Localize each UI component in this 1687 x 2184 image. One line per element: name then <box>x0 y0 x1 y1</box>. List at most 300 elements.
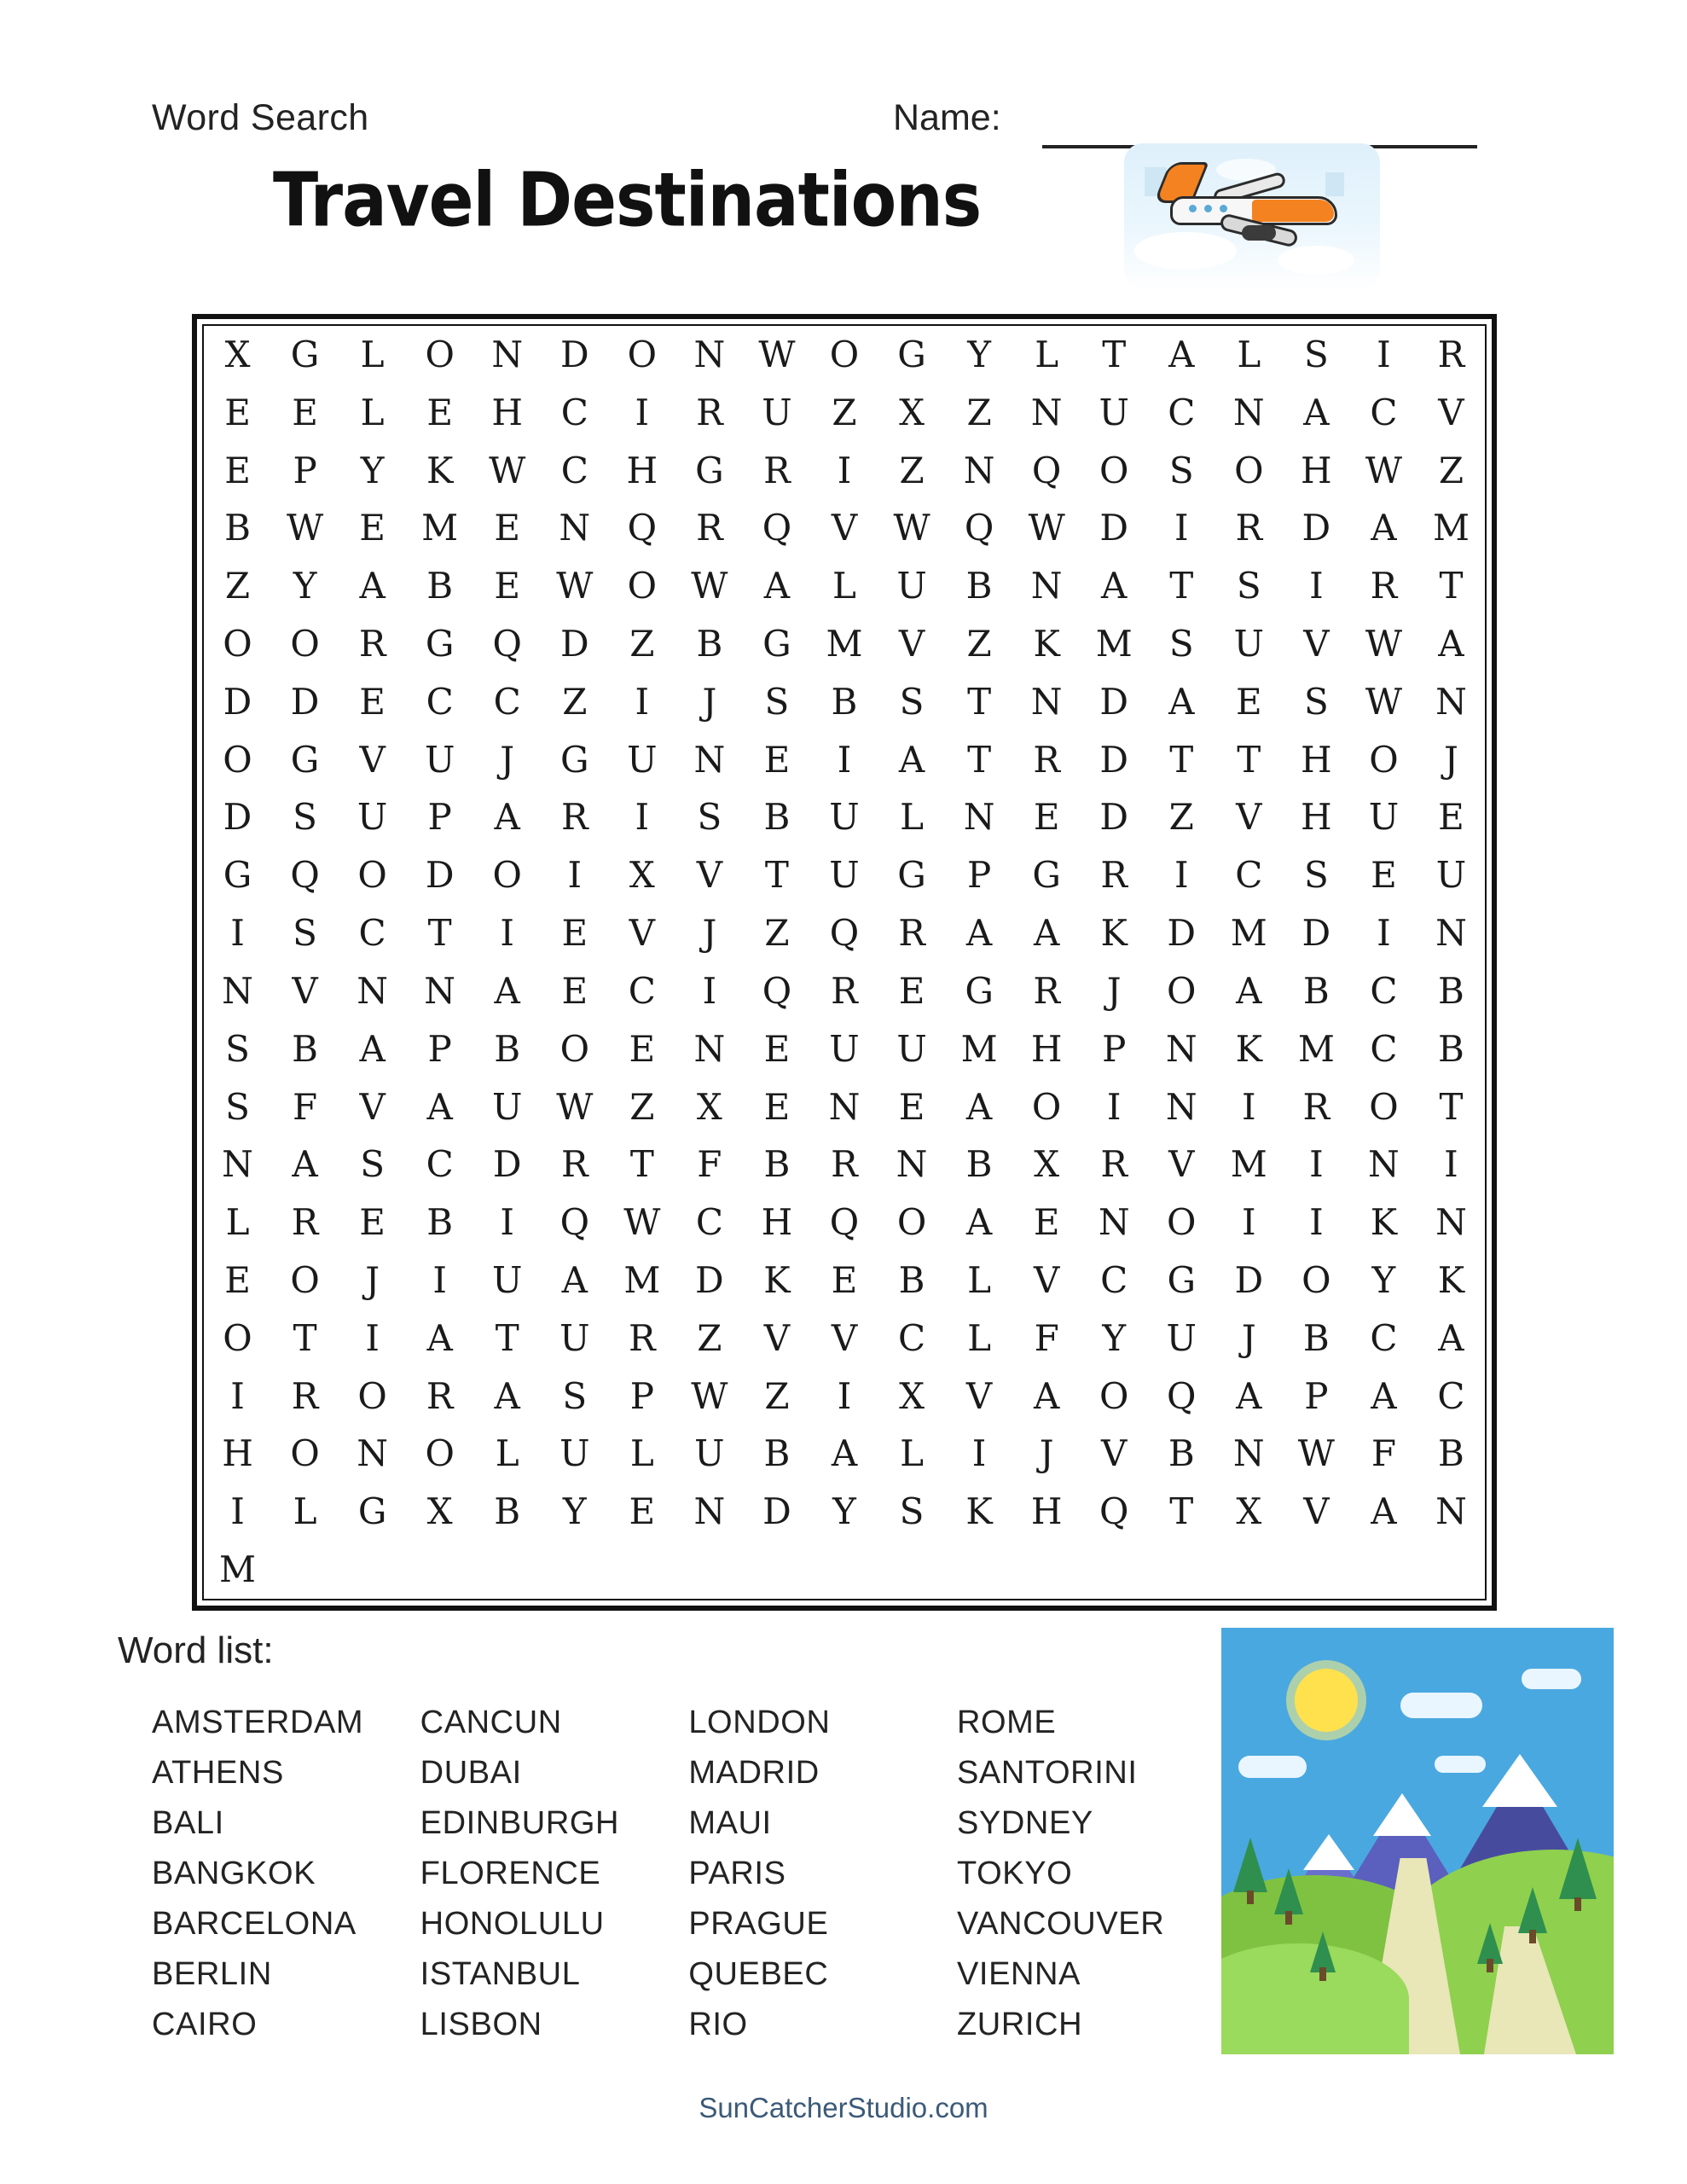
grid-cell-r15-c14[interactable]: H <box>761 1201 793 1244</box>
grid-cell-r5-c4[interactable]: W <box>691 565 728 607</box>
grid-cell-r12-c18[interactable]: U <box>829 1027 860 1070</box>
grid-cell-r12-c11[interactable]: A <box>359 1027 386 1070</box>
grid-cell-r4-c3[interactable]: N <box>559 507 591 549</box>
grid-cell-r6-c10[interactable]: S <box>1168 622 1194 665</box>
grid-cell-r10-c5[interactable]: R <box>1100 854 1128 897</box>
grid-cell-r2-c7[interactable]: R <box>696 391 723 433</box>
grid-cell-r7-c9[interactable]: A <box>1168 680 1195 723</box>
grid-cell-r10-c19[interactable]: Z <box>764 912 790 955</box>
grid-cell-r18-c7[interactable]: A <box>494 1374 520 1417</box>
grid-cell-r9-c3[interactable]: L <box>900 796 924 839</box>
grid-cell-r10-c16[interactable]: E <box>561 912 588 955</box>
grid-cell-r3-c7[interactable]: R <box>763 449 791 491</box>
grid-cell-r15-c19[interactable]: N <box>1098 1201 1130 1244</box>
grid-cell-r17-c1[interactable]: O <box>1301 1258 1331 1301</box>
grid-cell-r13-c12[interactable]: U <box>492 1085 523 1128</box>
grid-cell-r20-c8[interactable]: N <box>693 1490 726 1533</box>
grid-cell-r11-c8[interactable]: I <box>1377 912 1391 955</box>
grid-cell-r8-c4[interactable]: A <box>898 738 925 781</box>
grid-cell-r11-c7[interactable]: D <box>1301 912 1331 955</box>
grid-cell-r16-c13[interactable]: K <box>763 1258 791 1301</box>
grid-cell-r10-c14[interactable]: T <box>427 912 452 955</box>
grid-cell-r14-c7[interactable]: N <box>222 1143 253 1186</box>
grid-cell-r14-c15[interactable]: B <box>763 1143 791 1186</box>
grid-cell-r16-c19[interactable]: G <box>1167 1258 1197 1301</box>
grid-cell-r18-c15[interactable]: A <box>1033 1374 1060 1417</box>
grid-cell-r11-c9[interactable]: N <box>1435 912 1467 955</box>
grid-cell-r5-c7[interactable]: U <box>896 565 927 607</box>
grid-cell-r18-c11[interactable]: Z <box>764 1374 790 1417</box>
grid-cell-r17-c5[interactable]: T <box>293 1316 317 1359</box>
grid-cell-r3-c11[interactable]: Q <box>1031 449 1062 491</box>
grid-cell-r3-c14[interactable]: O <box>1234 449 1264 491</box>
grid-cell-r5-c16[interactable]: O <box>223 622 252 665</box>
grid-cell-r5-c13[interactable]: I <box>1309 565 1324 607</box>
grid-cell-r14-c5[interactable]: O <box>1369 1085 1399 1128</box>
grid-cell-r17-c18[interactable]: U <box>1166 1316 1197 1359</box>
grid-cell-r6-c15[interactable]: D <box>223 680 252 723</box>
grid-cell-r7-c17[interactable]: U <box>424 738 455 781</box>
grid-cell-r5-c3[interactable]: O <box>627 565 658 607</box>
grid-cell-r15-c7[interactable]: R <box>291 1201 319 1244</box>
grid-cell-r6-c5[interactable]: M <box>826 622 863 665</box>
grid-cell-r18-c16[interactable]: O <box>1099 1374 1129 1417</box>
grid-cell-r19-c9[interactable]: U <box>694 1432 725 1475</box>
grid-cell-r18-c8[interactable]: S <box>562 1374 588 1417</box>
grid-cell-r19-c4[interactable]: N <box>357 1432 388 1475</box>
grid-cell-r7-c11[interactable]: S <box>1303 680 1329 723</box>
grid-cell-r13-c10[interactable]: V <box>359 1085 386 1128</box>
grid-cell-r17-c13[interactable]: V <box>831 1316 858 1359</box>
grid-cell-r4-c16[interactable]: M <box>1432 507 1470 549</box>
grid-cell-r10-c4[interactable]: G <box>1032 854 1061 897</box>
grid-cell-r9-c7[interactable]: Z <box>1168 796 1194 839</box>
grid-cell-r6-c6[interactable]: V <box>898 622 925 665</box>
grid-cell-r18-c17[interactable]: Q <box>1167 1374 1197 1417</box>
grid-cell-r17-c8[interactable]: T <box>495 1316 519 1359</box>
grid-cell-r2-c15[interactable]: N <box>1232 391 1265 433</box>
grid-cell-r16-c7[interactable]: J <box>365 1258 380 1301</box>
grid-cell-r14-c8[interactable]: A <box>292 1143 318 1186</box>
grid-cell-r15-c15[interactable]: Q <box>829 1201 860 1244</box>
grid-cell-r8-c19[interactable]: I <box>635 796 650 839</box>
grid-cell-r9-c17[interactable]: I <box>567 854 583 897</box>
grid-cell-r13-c17[interactable]: N <box>828 1085 861 1128</box>
grid-cell-r17-c6[interactable]: I <box>365 1316 380 1359</box>
grid-cell-r9-c19[interactable]: V <box>696 854 723 897</box>
grid-cell-r4-c4[interactable]: Q <box>627 507 658 549</box>
grid-cell-r7-c18[interactable]: J <box>500 738 515 781</box>
grid-cell-r12-c2[interactable]: R <box>1033 969 1060 1012</box>
grid-cell-r1-c10[interactable]: O <box>829 333 860 375</box>
grid-cell-r3-c17[interactable]: Z <box>1438 449 1464 491</box>
grid-cell-r4-c5[interactable]: R <box>696 507 723 549</box>
grid-cell-r6-c1[interactable]: D <box>559 622 589 665</box>
grid-cell-r8-c10[interactable]: H <box>1301 738 1332 781</box>
grid-cell-r3-c9[interactable]: Z <box>899 449 925 491</box>
grid-cell-r17-c15[interactable]: L <box>967 1316 992 1359</box>
grid-cell-r14-c14[interactable]: F <box>697 1143 722 1186</box>
grid-cell-r10-c18[interactable]: J <box>702 912 717 955</box>
grid-cell-r16-c8[interactable]: I <box>432 1258 447 1301</box>
grid-cell-r7-c19[interactable]: G <box>560 738 589 781</box>
grid-cell-r11-c2[interactable]: A <box>965 912 993 955</box>
word-list-item[interactable]: MAUI <box>688 1805 772 1841</box>
grid-cell-r20-c1[interactable]: I <box>230 1490 245 1533</box>
grid-cell-r20-c20[interactable]: M <box>219 1548 257 1591</box>
grid-cell-r4-c17[interactable]: Z <box>224 565 251 607</box>
grid-cell-r19-c10[interactable]: B <box>763 1432 791 1475</box>
grid-cell-r7-c7[interactable]: N <box>1030 680 1063 723</box>
word-list-item[interactable]: BALI <box>152 1805 224 1841</box>
grid-cell-r3-c20[interactable]: E <box>359 507 386 549</box>
grid-cell-r8-c12[interactable]: J <box>1444 738 1458 781</box>
grid-cell-r18-c18[interactable]: A <box>1236 1374 1262 1417</box>
grid-cell-r13-c8[interactable]: S <box>225 1085 250 1128</box>
grid-cell-r7-c15[interactable]: G <box>290 738 320 781</box>
grid-cell-r4-c10[interactable]: W <box>1028 507 1065 549</box>
grid-cell-r18-c13[interactable]: X <box>899 1374 925 1417</box>
grid-cell-r15-c13[interactable]: C <box>695 1201 723 1244</box>
grid-cell-r1-c19[interactable]: R <box>1437 333 1465 375</box>
grid-cell-r18-c5[interactable]: O <box>357 1374 387 1417</box>
grid-cell-r1-c2[interactable]: G <box>290 333 320 375</box>
grid-cell-r19-c12[interactable]: L <box>900 1432 924 1475</box>
grid-cell-r6-c14[interactable]: A <box>1438 622 1464 665</box>
grid-cell-r6-c7[interactable]: Z <box>966 622 992 665</box>
grid-cell-r7-c16[interactable]: V <box>359 738 386 781</box>
grid-cell-r18-c12[interactable]: I <box>837 1374 852 1417</box>
grid-cell-r20-c16[interactable]: X <box>1236 1490 1262 1533</box>
grid-cell-r4-c1[interactable]: M <box>421 507 459 549</box>
grid-cell-r16-c9[interactable]: U <box>492 1258 523 1301</box>
grid-cell-r8-c5[interactable]: T <box>967 738 992 781</box>
grid-cell-r7-c10[interactable]: E <box>1235 680 1262 723</box>
grid-cell-r2-c3[interactable]: E <box>426 391 454 433</box>
grid-cell-r19-c8[interactable]: L <box>629 1432 654 1475</box>
grid-cell-r15-c11[interactable]: Q <box>559 1201 589 1244</box>
grid-cell-r3-c4[interactable]: C <box>560 449 588 491</box>
word-list-item[interactable]: AMSTERDAM <box>152 1705 364 1740</box>
grid-cell-r12-c1[interactable]: G <box>965 969 994 1012</box>
grid-cell-r15-c16[interactable]: O <box>896 1201 927 1244</box>
grid-cell-r11-c12[interactable]: N <box>357 969 388 1012</box>
grid-cell-r6-c9[interactable]: M <box>1095 622 1133 665</box>
grid-cell-r11-c10[interactable]: N <box>222 969 253 1012</box>
grid-cell-r12-c4[interactable]: O <box>1167 969 1197 1012</box>
grid-cell-r5-c15[interactable]: T <box>1439 565 1464 607</box>
grid-cell-r4-c8[interactable]: W <box>893 507 930 549</box>
grid-cell-r11-c11[interactable]: V <box>292 969 318 1012</box>
grid-cell-r14-c6[interactable]: T <box>1439 1085 1464 1128</box>
word-list-item[interactable]: VIENNA <box>956 1956 1081 1992</box>
grid-cell-r14-c4[interactable]: R <box>1302 1085 1330 1128</box>
grid-cell-r12-c20[interactable]: M <box>960 1027 998 1070</box>
grid-cell-r2-c1[interactable]: E <box>292 391 318 433</box>
grid-cell-r20-c5[interactable]: B <box>494 1490 521 1533</box>
grid-cell-r19-c5[interactable]: O <box>425 1432 455 1475</box>
grid-cell-r7-c6[interactable]: T <box>967 680 992 723</box>
grid-cell-r1-c9[interactable]: W <box>758 333 796 375</box>
grid-cell-r12-c17[interactable]: E <box>763 1027 791 1070</box>
grid-cell-r7-c1[interactable]: I <box>635 680 650 723</box>
grid-cell-r15-c1[interactable]: V <box>1168 1143 1195 1186</box>
grid-cell-r17-c9[interactable]: U <box>559 1316 590 1359</box>
grid-cell-r9-c4[interactable]: N <box>963 796 995 839</box>
grid-cell-r10-c1[interactable]: U <box>829 854 860 897</box>
grid-cell-r13-c16[interactable]: E <box>763 1085 791 1128</box>
grid-cell-r12-c9[interactable]: S <box>225 1027 250 1070</box>
grid-cell-r9-c20[interactable]: T <box>764 854 789 897</box>
grid-cell-r3-c15[interactable]: H <box>1301 449 1332 491</box>
grid-cell-r4-c15[interactable]: A <box>1371 507 1397 549</box>
grid-cell-r5-c6[interactable]: L <box>832 565 856 607</box>
grid-cell-r20-c15[interactable]: T <box>1169 1490 1194 1533</box>
grid-cell-r14-c10[interactable]: C <box>426 1143 454 1186</box>
grid-cell-r16-c12[interactable]: D <box>695 1258 724 1301</box>
grid-cell-r10-c15[interactable]: I <box>500 912 515 955</box>
grid-cell-r3-c10[interactable]: N <box>963 449 995 491</box>
grid-cell-r20-c2[interactable]: L <box>293 1490 317 1533</box>
grid-cell-r9-c5[interactable]: E <box>1033 796 1060 839</box>
grid-cell-r5-c5[interactable]: A <box>763 565 791 607</box>
grid-cell-r1-c1[interactable]: X <box>224 333 251 375</box>
grid-cell-r13-c2[interactable]: P <box>1102 1027 1127 1070</box>
grid-cell-r7-c8[interactable]: D <box>1099 680 1129 723</box>
grid-cell-r1-c14[interactable]: T <box>1102 333 1127 375</box>
grid-cell-r16-c16[interactable]: L <box>967 1258 992 1301</box>
grid-cell-r5-c9[interactable]: N <box>1030 565 1063 607</box>
grid-cell-r10-c8[interactable]: S <box>1303 854 1329 897</box>
grid-cell-r3-c8[interactable]: I <box>837 449 852 491</box>
grid-cell-r8-c15[interactable]: U <box>357 796 388 839</box>
grid-cell-r12-c13[interactable]: B <box>494 1027 521 1070</box>
grid-cell-r17-c14[interactable]: C <box>897 1316 926 1359</box>
grid-cell-r11-c15[interactable]: E <box>561 969 588 1012</box>
grid-cell-r3-c12[interactable]: O <box>1099 449 1129 491</box>
grid-cell-r10-c12[interactable]: S <box>293 912 317 955</box>
grid-cell-r3-c1[interactable]: Y <box>360 449 385 491</box>
grid-cell-r13-c14[interactable]: Z <box>629 1085 655 1128</box>
grid-cell-r3-c18[interactable]: B <box>224 507 251 549</box>
grid-cell-r15-c3[interactable]: I <box>1309 1143 1324 1186</box>
grid-cell-r19-c11[interactable]: A <box>831 1432 858 1475</box>
word-list-item[interactable]: PARIS <box>688 1856 786 1891</box>
grid-cell-r5-c12[interactable]: S <box>1236 565 1261 607</box>
grid-cell-r12-c3[interactable]: J <box>1106 969 1122 1012</box>
grid-cell-r16-c10[interactable]: A <box>561 1258 588 1301</box>
grid-cell-r9-c18[interactable]: X <box>629 854 655 897</box>
grid-cell-r9-c9[interactable]: H <box>1301 796 1332 839</box>
grid-cell-r2-c9[interactable]: Z <box>832 391 857 433</box>
grid-cell-r4-c13[interactable]: R <box>1235 507 1263 549</box>
grid-cell-r20-c14[interactable]: Q <box>1099 1490 1129 1533</box>
grid-cell-r9-c6[interactable]: D <box>1099 796 1129 839</box>
grid-cell-r11-c17[interactable]: I <box>702 969 717 1012</box>
word-list-item[interactable]: ROME <box>956 1705 1057 1740</box>
grid-cell-r2-c16[interactable]: A <box>1303 391 1330 433</box>
grid-cell-r11-c14[interactable]: A <box>494 969 520 1012</box>
grid-cell-r17-c4[interactable]: O <box>223 1316 252 1359</box>
grid-cell-r6-c12[interactable]: V <box>1303 622 1330 665</box>
grid-cell-r17-c11[interactable]: Z <box>697 1316 722 1359</box>
grid-cell-r8-c8[interactable]: T <box>1169 738 1194 781</box>
word-list-item[interactable]: SANTORINI <box>956 1755 1138 1791</box>
grid-cell-r13-c4[interactable]: K <box>1235 1027 1262 1070</box>
grid-cell-r20-c17[interactable]: V <box>1303 1490 1330 1533</box>
grid-cell-r5-c1[interactable]: E <box>494 565 521 607</box>
word-list-item[interactable]: LONDON <box>688 1705 831 1740</box>
grid-cell-r12-c15[interactable]: E <box>629 1027 656 1070</box>
grid-cell-r8-c20[interactable]: S <box>697 796 722 839</box>
grid-cell-r19-c1[interactable]: C <box>1437 1374 1465 1417</box>
grid-cell-r19-c18[interactable]: W <box>1297 1432 1335 1475</box>
word-list-item[interactable]: TOKYO <box>956 1856 1073 1891</box>
grid-cell-r18-c20[interactable]: A <box>1371 1374 1397 1417</box>
grid-cell-r11-c20[interactable]: E <box>898 969 925 1012</box>
grid-cell-r2-c17[interactable]: C <box>1370 391 1398 433</box>
grid-cell-r1-c5[interactable]: N <box>491 333 524 375</box>
grid-cell-r1-c8[interactable]: N <box>693 333 726 375</box>
grid-cell-r6-c16[interactable]: D <box>290 680 320 723</box>
grid-cell-r7-c13[interactable]: N <box>1435 680 1467 723</box>
grid-cell-r13-c9[interactable]: F <box>292 1085 318 1128</box>
grid-cell-r6-c4[interactable]: G <box>762 622 791 665</box>
grid-cell-r16-c20[interactable]: D <box>1234 1258 1264 1301</box>
grid-cell-r4-c18[interactable]: Y <box>293 565 317 607</box>
grid-cell-r1-c11[interactable]: G <box>897 333 926 375</box>
grid-cell-r2-c11[interactable]: Z <box>966 391 992 433</box>
grid-cell-r6-c13[interactable]: W <box>1365 622 1402 665</box>
grid-cell-r5-c19[interactable]: G <box>425 622 455 665</box>
word-list-item[interactable]: SYDNEY <box>956 1805 1093 1841</box>
grid-cell-r18-c3[interactable]: I <box>230 1374 245 1417</box>
grid-cell-r13-c3[interactable]: N <box>1165 1027 1197 1070</box>
grid-cell-r13-c1[interactable]: H <box>1030 1027 1063 1070</box>
grid-cell-r4-c12[interactable]: I <box>1174 507 1189 549</box>
word-list-item[interactable]: BERLIN <box>152 1956 272 1992</box>
grid-cell-r10-c2[interactable]: G <box>897 854 926 897</box>
grid-cell-r8-c6[interactable]: R <box>1033 738 1060 781</box>
grid-cell-r16-c6[interactable]: O <box>290 1258 320 1301</box>
grid-cell-r7-c14[interactable]: O <box>223 738 252 781</box>
grid-cell-r15-c12[interactable]: W <box>623 1201 661 1244</box>
grid-cell-r12-c5[interactable]: A <box>1236 969 1262 1012</box>
grid-cell-r8-c2[interactable]: E <box>763 738 791 781</box>
grid-cell-r17-c2[interactable]: Y <box>1371 1258 1396 1301</box>
grid-cell-r8-c1[interactable]: N <box>693 738 726 781</box>
grid-cell-r3-c2[interactable]: K <box>426 449 454 491</box>
grid-cell-r7-c12[interactable]: W <box>1365 680 1402 723</box>
grid-cell-r1-c12[interactable]: Y <box>967 333 991 375</box>
grid-cell-r13-c11[interactable]: A <box>426 1085 453 1128</box>
grid-cell-r11-c18[interactable]: Q <box>762 969 792 1012</box>
grid-cell-r9-c15[interactable]: D <box>425 854 455 897</box>
grid-cell-r20-c18[interactable]: A <box>1371 1490 1397 1533</box>
grid-cell-r16-c18[interactable]: C <box>1100 1258 1128 1301</box>
grid-cell-r1-c13[interactable]: L <box>1035 333 1059 375</box>
grid-cell-r8-c17[interactable]: A <box>494 796 520 839</box>
grid-cell-r13-c7[interactable]: B <box>1438 1027 1464 1070</box>
word-search-grid[interactable] <box>192 314 1497 1611</box>
grid-cell-r4-c19[interactable]: A <box>359 565 386 607</box>
grid-cell-r6-c11[interactable]: U <box>1233 622 1264 665</box>
grid-cell-r2-c18[interactable]: V <box>1438 391 1464 433</box>
grid-cell-r13-c19[interactable]: A <box>965 1085 993 1128</box>
grid-cell-r1-c15[interactable]: A <box>1168 333 1195 375</box>
grid-cell-r10-c9[interactable]: E <box>1371 854 1397 897</box>
grid-cell-r18-c6[interactable]: R <box>426 1374 454 1417</box>
word-list-item[interactable]: LISBON <box>420 2007 542 2042</box>
grid-cell-r19-c7[interactable]: U <box>559 1432 590 1475</box>
grid-cell-r5-c10[interactable]: A <box>1101 565 1128 607</box>
grid-cell-r17-c20[interactable]: B <box>1302 1316 1330 1359</box>
grid-cell-r8-c3[interactable]: I <box>837 738 852 781</box>
grid-cell-r12-c8[interactable]: B <box>1438 969 1464 1012</box>
grid-cell-r6-c18[interactable]: C <box>426 680 454 723</box>
grid-cell-r17-c16[interactable]: F <box>1034 1316 1059 1359</box>
grid-cell-r20-c19[interactable]: N <box>1435 1490 1467 1533</box>
grid-cell-r19-c3[interactable]: O <box>290 1432 320 1475</box>
grid-cell-r2-c5[interactable]: C <box>560 391 588 433</box>
word-list-item[interactable]: ZURICH <box>956 2007 1083 2042</box>
grid-cell-r14-c9[interactable]: S <box>360 1143 386 1186</box>
grid-cell-r1-c16[interactable]: L <box>1237 333 1261 375</box>
grid-cell-r10-c6[interactable]: I <box>1174 854 1189 897</box>
grid-cell-r17-c10[interactable]: R <box>629 1316 656 1359</box>
grid-cell-r12-c6[interactable]: B <box>1302 969 1330 1012</box>
grid-cell-r12-c16[interactable]: N <box>693 1027 726 1070</box>
grid-cell-r5-c20[interactable]: Q <box>492 622 522 665</box>
grid-cell-r9-c16[interactable]: O <box>492 854 522 897</box>
grid-cell-r15-c2[interactable]: M <box>1230 1143 1267 1186</box>
grid-cell-r12-c19[interactable]: U <box>896 1027 927 1070</box>
grid-cell-r11-c5[interactable]: D <box>1167 912 1197 955</box>
grid-cell-r12-c12[interactable]: P <box>427 1027 452 1070</box>
grid-cell-r7-c3[interactable]: S <box>764 680 790 723</box>
grid-cell-r3-c3[interactable]: W <box>489 449 526 491</box>
word-list-item[interactable]: BANGKOK <box>152 1856 316 1891</box>
grid-cell-r7-c4[interactable]: B <box>831 680 858 723</box>
grid-cell-r4-c14[interactable]: D <box>1301 507 1331 549</box>
word-list-item[interactable]: CANCUN <box>420 1705 562 1740</box>
word-list-item[interactable]: RIO <box>688 2007 748 2042</box>
grid-cell-r18-c4[interactable]: R <box>291 1374 319 1417</box>
grid-cell-r6-c8[interactable]: K <box>1033 622 1060 665</box>
grid-cell-r14-c11[interactable]: D <box>492 1143 522 1186</box>
grid-cell-r15-c9[interactable]: B <box>426 1201 454 1244</box>
word-list-item[interactable]: HONOLULU <box>420 1906 605 1942</box>
word-list-item[interactable]: DUBAI <box>420 1755 522 1791</box>
grid-cell-r16-c2[interactable]: I <box>1309 1201 1324 1244</box>
grid-cell-r15-c17[interactable]: A <box>965 1201 993 1244</box>
grid-cell-r11-c4[interactable]: K <box>1100 912 1128 955</box>
grid-cell-r6-c19[interactable]: C <box>493 680 521 723</box>
grid-cell-r15-c18[interactable]: E <box>1033 1201 1060 1244</box>
grid-cell-r9-c10[interactable]: U <box>1368 796 1400 839</box>
grid-cell-r20-c6[interactable]: Y <box>562 1490 587 1533</box>
grid-cell-r18-c19[interactable]: P <box>1304 1374 1329 1417</box>
grid-cell-r14-c19[interactable]: X <box>1034 1143 1060 1186</box>
grid-cell-r15-c10[interactable]: I <box>500 1201 515 1244</box>
grid-cell-r14-c16[interactable]: R <box>831 1143 858 1186</box>
grid-cell-r5-c17[interactable]: O <box>290 622 320 665</box>
grid-cell-r19-c17[interactable]: N <box>1232 1432 1265 1475</box>
grid-cell-r16-c3[interactable]: K <box>1370 1201 1398 1244</box>
grid-cell-r9-c1[interactable]: B <box>763 796 791 839</box>
grid-cell-r9-c2[interactable]: U <box>829 796 860 839</box>
grid-cell-r4-c11[interactable]: D <box>1099 507 1129 549</box>
